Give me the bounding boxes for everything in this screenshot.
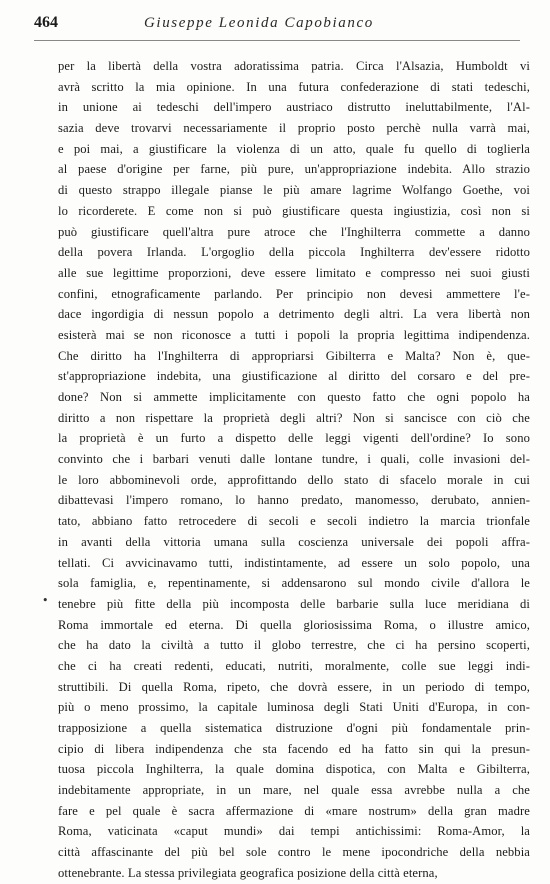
- text-line: dace ingordigia di nessun popolo a detrimento degli altri. La vera libertà non: [58, 307, 530, 322]
- text-line: alle sue legittime proporzioni, deve essere limitato e compresso nei suoi giusti: [58, 265, 530, 280]
- page-number: 464: [34, 14, 58, 31]
- text-line: e poi mai, a giustificare la violenza di un atto, quale fu quello di toglierla: [58, 141, 530, 156]
- text-line: tato, abbiano fatto retrocedere di secoli e secoli indietro la marcia trionfale: [58, 514, 530, 529]
- text-line: che ci ha creati redenti, educati, nutriti, moralmente, colle sue leggi indi-: [58, 658, 530, 673]
- running-title: Giuseppe Leonida Capobianco: [144, 15, 374, 31]
- text-line: più o meno prossimo, la capitale luminosa degli Stati Uniti d'Europa, in con-: [58, 700, 530, 715]
- text-line: tuosa piccola Inghilterra, la quale domina dispotica, con Malta e Gibilterra,: [58, 762, 530, 777]
- text-line: ottenebrante. La stessa privilegiata geografica posizione della città eterna,: [58, 865, 438, 880]
- text-line: Roma immortale ed eterna. Di quella gloriosissima Roma, o illustre amico,: [58, 617, 530, 632]
- text-line: sazia deve trovarvi necessariamente il proprio posto perchè nulla varrà mai,: [58, 121, 530, 136]
- text-line: cipio di libera indipendenza che sta facendo ed ha fatto sin qui la presun-: [58, 741, 530, 756]
- header-rule: [34, 40, 520, 41]
- text-line: tenebre più fitte della più incomposta delle barbarie sulla luce meridiana di: [58, 596, 530, 611]
- text-line: la proprietà è un furto a dispetto delle leggi vigenti dell'ordine? Io sono: [58, 431, 530, 446]
- text-line: che ha dato la civiltà a tutto il globo terrestre, che ci ha persino scoperti,: [58, 638, 530, 653]
- text-line: Roma, vaticinata «caput mundi» dai tempi antichissimi: Roma-Amor, la: [58, 824, 530, 839]
- body-text: [58, 56, 530, 884]
- text-line: diritto a non rispettare la proprietà degli altri? Non si sancisce con ciò che: [58, 410, 530, 425]
- text-line: dibattevasi l'impero romano, lo hanno predato, manomesso, derubato, annien-: [58, 493, 530, 508]
- text-line: confini, etnograficamente parlando. Per principio non devesi ammettere l'e-: [58, 286, 530, 301]
- text-line: avrà scritto la mia opinione. In una futura confederazione di stati tedeschi,: [58, 79, 530, 94]
- text-line: al paese d'origine per farne, più pure, un'appropriazione indebita. Allo strazio: [58, 162, 530, 177]
- text-line: trapposizione a quella sistematica distruzione d'ogni più fondamentale prin-: [58, 721, 530, 735]
- text-line: in unione ai tedeschi dell'impero austriaco distrutto ineluttabilmente, l'Al-: [58, 100, 530, 115]
- text-line: lo ricorderete. E come non si può giustificare questa ingiustizia, così non si: [58, 203, 530, 218]
- text-line: per la libertà della vostra adoratissima patria. Circa l'Alsazia, Humboldt vi: [58, 59, 530, 73]
- text-line: Che diritto ha l'Inghilterra di appropriarsi Gibilterra e Malta? Non è, que-: [58, 348, 530, 363]
- text-line: le loro abbominevoli orde, approfittando dello stato di sfacelo morale in cui: [58, 472, 530, 487]
- text-line: struttibili. Di quella Roma, ripeto, che dovrà essere, in un periodo di tempo,: [58, 679, 530, 694]
- text-line: città affascinante del più bel sole contro le mene ipocondriche della nebbia: [58, 845, 530, 860]
- text-line: st'appropriazione indebita, una giustificazione al diritto del corsaro e del pre-: [58, 369, 530, 384]
- text-line: di questo strappo illegale pianse le più amare lagrime Wolfango Goethe, voi: [58, 183, 530, 198]
- page-header: [34, 14, 520, 36]
- text-line: convinto che i barbari venuti dalle lontane tundre, i quali, colle invasioni del-: [58, 452, 530, 467]
- text-line: done? Non si ammette implicitamente con questo fatto che ogni popolo ha: [58, 390, 530, 404]
- text-line: sola famiglia, e, repentinamente, si addensarono sul mondo civile d'allora le: [58, 576, 530, 591]
- text-line: della povera Irlanda. L'orgoglio della piccola Inghilterra dev'essere ridotto: [58, 245, 530, 260]
- margin-mark: •: [42, 594, 49, 607]
- text-line: in avanti della vittoria umana sulla coscienza universale dei popoli affra-: [58, 534, 530, 549]
- text-line: indebitamente appropriate, in un mare, nel quale essa avrebbe nulla a che: [58, 783, 530, 798]
- text-line: tellati. Ci avvicinavamo tutti, indistintamente, ad essere un solo popolo, una: [58, 555, 530, 570]
- text-line: fare e pel quale è sacra affermazione di «mare nostrum» della gran madre: [58, 803, 530, 818]
- text-line: può giustificare quell'altra pure atroce che l'Inghilterra commette a danno: [58, 224, 530, 239]
- text-line: esisterà mai se non riconosce a tutti i popoli la propria legittima indipendenza.: [58, 327, 530, 342]
